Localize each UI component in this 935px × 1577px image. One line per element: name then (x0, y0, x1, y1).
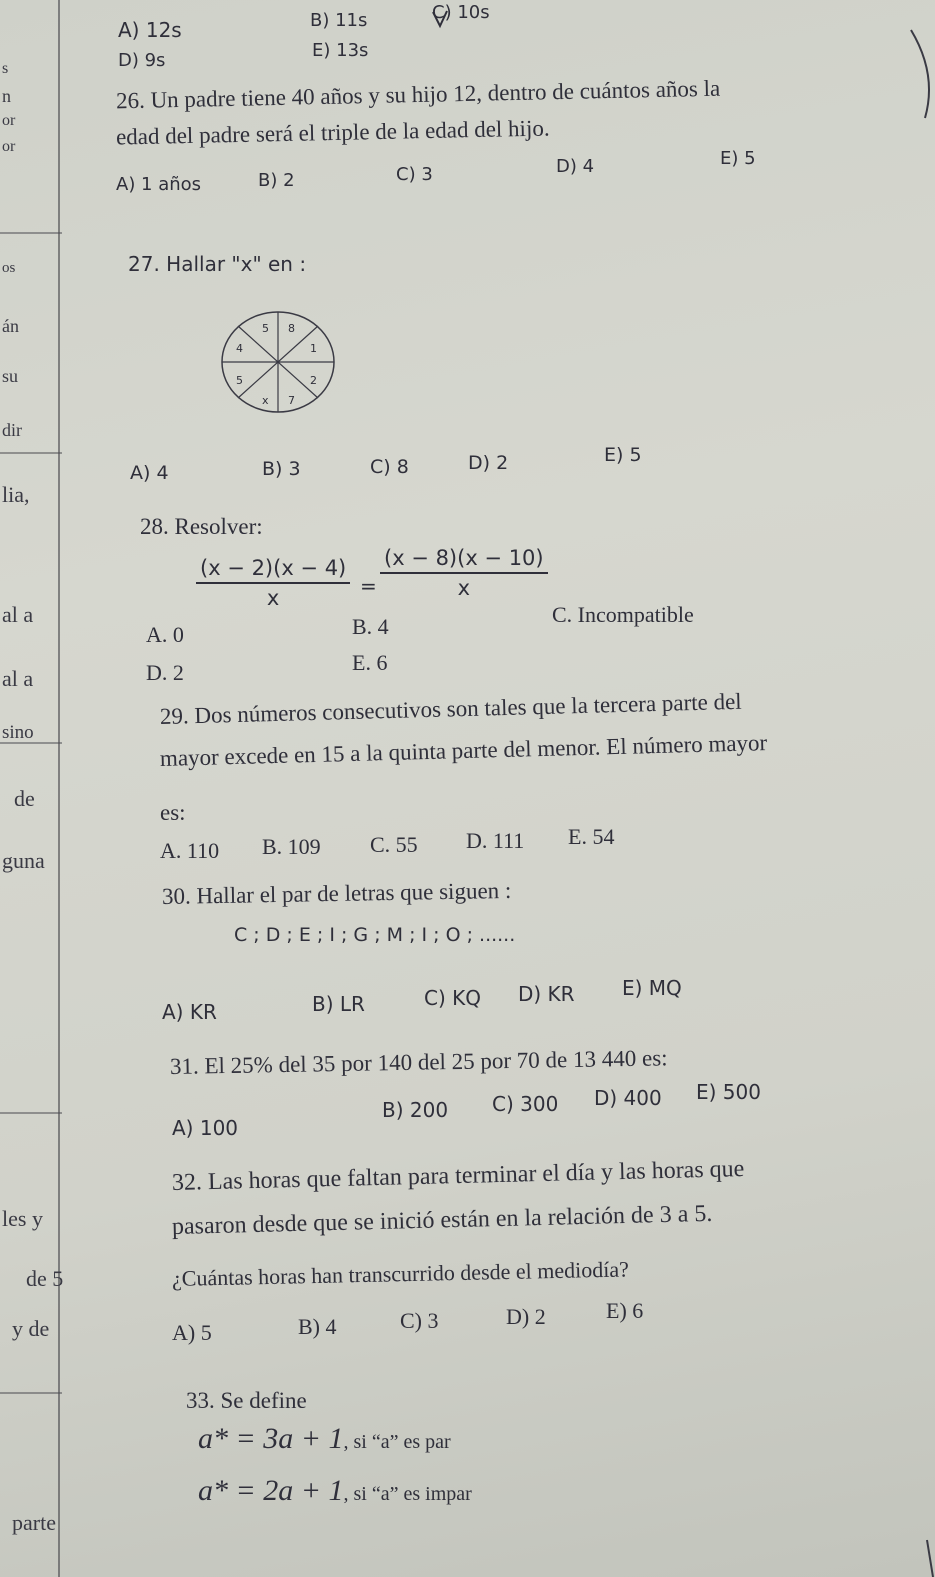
q27-option-d: D) 2 (468, 452, 509, 474)
wheel-number: 8 (288, 322, 295, 335)
q28-option-a: A. 0 (146, 622, 184, 647)
q28-rhs-numerator: (x − 8)(x − 10) (380, 546, 548, 574)
q33-title: 33. Se define (186, 1388, 307, 1413)
left-fragment: al a (2, 666, 34, 691)
q25-option-b: B) 11s (310, 10, 368, 31)
q31-option-d: D) 400 (594, 1086, 662, 1110)
q32-text-line1: 32. Las horas que faltan para terminar el día y las horas que (171, 1156, 745, 1196)
q27-title: 27. Hallar "x" en : (128, 252, 307, 276)
margin-rule (0, 1392, 62, 1394)
q28-lhs-denominator: x (266, 586, 280, 610)
q29-option-e: E. 54 (568, 824, 615, 849)
q27-option-a: A) 4 (130, 462, 169, 484)
q27-option-c: C) 8 (370, 456, 409, 478)
q33-odd-condition: , si “a” es impar (343, 1483, 472, 1505)
q25-option-e: E) 13s (312, 40, 369, 61)
q33-odd-formula: a* = 2a + 1 (198, 1474, 344, 1507)
q33-definition-odd (198, 1474, 472, 1508)
left-fragment: or (2, 138, 16, 155)
q25-option-c: C) 10s (432, 2, 490, 23)
q26-option-e: E) 5 (720, 148, 756, 169)
q30-option-c: C) KQ (424, 986, 481, 1010)
wheel-number: 2 (310, 374, 317, 387)
left-fragment: os (2, 260, 16, 276)
q33-even-condition: , si “a” es par (343, 1431, 451, 1453)
q27-wheel-figure (218, 308, 338, 416)
q32-option-b: B) 4 (298, 1314, 337, 1339)
left-fragment: or (2, 112, 16, 129)
right-edge-pen-line (905, 0, 935, 1577)
q29-option-b: B. 109 (262, 834, 321, 859)
wheel-number: 5 (262, 322, 269, 335)
q31-text-line1: 31. El 25% del 35 por 140 del 25 por 70 de 13 440 es: (169, 1045, 668, 1079)
q33-definition-even (198, 1422, 451, 1456)
wheel-number: 1 (310, 342, 317, 355)
q26-option-a: A) 1 años (116, 174, 202, 195)
q32-option-d: D) 2 (506, 1304, 546, 1329)
left-fragment: guna (2, 848, 45, 873)
left-fragment: án (2, 316, 19, 336)
q27-option-b: B) 3 (262, 458, 301, 480)
q26-text-line2: edad del padre será el triple de la edad del hijo. (115, 115, 550, 150)
left-fragment: sino (2, 722, 34, 743)
q33-even-formula: a* = 3a + 1 (198, 1422, 344, 1455)
left-fragment: y de (12, 1316, 50, 1341)
q29-option-c: C. 55 (370, 832, 418, 857)
q29-option-a: A. 110 (160, 838, 220, 863)
left-fragment: su (2, 366, 19, 386)
q32-option-e: E) 6 (606, 1298, 644, 1323)
q28-option-c: C. Incompatible (552, 602, 694, 627)
left-fragment: de 5 (26, 1266, 64, 1291)
q30-sequence: C ; D ; E ; I ; G ; M ; I ; O ; ...... (234, 924, 516, 946)
q29-text-line2: mayor excede en 15 a la quinta parte del menor. El número mayor (159, 730, 768, 771)
q29-option-d: D. 111 (466, 828, 525, 853)
margin-rule (0, 232, 62, 234)
left-fragment: n (2, 86, 11, 106)
wheel-number: 7 (288, 394, 295, 407)
q27-option-e: E) 5 (604, 444, 642, 466)
q30-text-line1: 30. Hallar el par de letras que siguen : (161, 877, 512, 909)
q29-text-line3: es: (160, 800, 186, 825)
wheel-number: 4 (236, 342, 243, 355)
left-fragment: al a (2, 602, 34, 627)
left-fragment: de (14, 786, 35, 811)
q28-title: 28. Resolver: (140, 514, 263, 539)
q28-rhs-fraction (380, 546, 548, 600)
q32-option-c: C) 3 (400, 1308, 439, 1333)
q32-text-line3: ¿Cuántas horas han transcurrido desde el mediodía? (171, 1256, 630, 1291)
wheel-number: x (262, 394, 269, 407)
q28-rhs-denominator: x (457, 576, 471, 600)
q25-option-d: D) 9s (118, 50, 166, 71)
q26-option-c: C) 3 (396, 164, 433, 185)
left-fragment: les y (2, 1206, 43, 1231)
q28-lhs-fraction (196, 556, 350, 610)
left-fragment: dir (2, 420, 22, 440)
check-mark-icon (430, 8, 450, 30)
q28-lhs-numerator: (x − 2)(x − 4) (196, 556, 350, 584)
q29-text-line1: 29. Dos números consecutivos son tales que la tercera parte del (159, 688, 742, 729)
q30-option-d: D) KR (518, 982, 575, 1006)
margin-rule (0, 1112, 62, 1114)
q30-option-e: E) MQ (622, 976, 682, 1000)
q28-option-e: E. 6 (352, 650, 388, 675)
q31-option-c: C) 300 (492, 1092, 559, 1116)
q31-option-e: E) 500 (696, 1080, 761, 1104)
wheel-number: 5 (236, 374, 243, 387)
q25-option-a: A) 12s (118, 18, 182, 42)
q32-option-a: A) 5 (172, 1320, 212, 1345)
q31-option-a: A) 100 (172, 1116, 239, 1140)
q26-option-b: B) 2 (258, 170, 295, 191)
q32-text-line2: pasaron desde que se inició están en la relación de 3 a 5. (171, 1200, 713, 1240)
q31-option-b: B) 200 (382, 1098, 449, 1122)
q26-text-line1: 26. Un padre tiene 40 años y su hijo 12, dentro de cuántos años la (115, 75, 721, 114)
left-fragment: parte (12, 1510, 56, 1535)
q28-equals-sign: = (360, 574, 377, 598)
margin-rule (0, 452, 62, 454)
q30-option-a: A) KR (162, 1000, 217, 1024)
left-fragment: s (2, 60, 9, 77)
q30-option-b: B) LR (312, 992, 365, 1016)
q28-option-b: B. 4 (352, 614, 389, 639)
page-fold-shadow (58, 0, 60, 1577)
q26-option-d: D) 4 (556, 156, 595, 177)
q28-option-d: D. 2 (146, 660, 184, 685)
left-fragment: lia, (2, 482, 30, 507)
